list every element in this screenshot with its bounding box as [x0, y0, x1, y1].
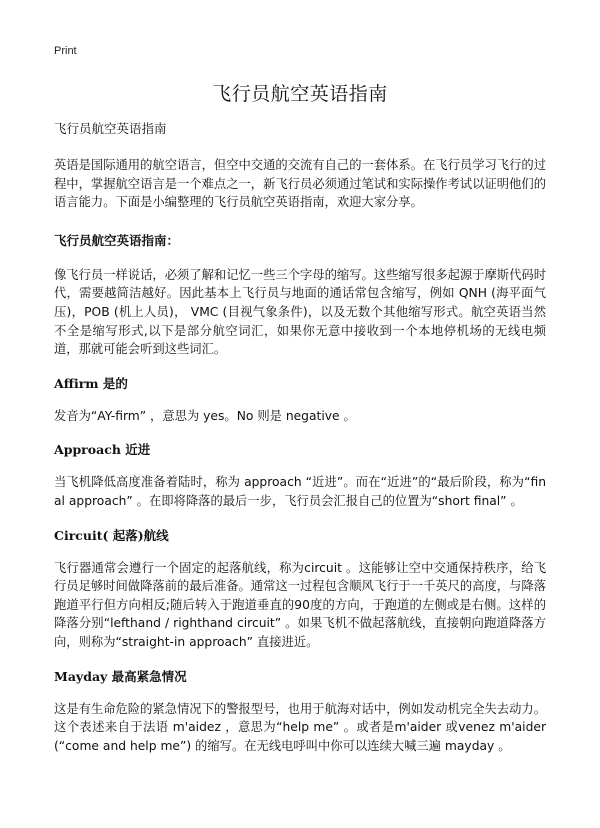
document-subtitle: 飞行员航空英语指南 — [54, 121, 167, 136]
section-body-affirm: 发音为“AY-firm” ，意思为 yes。No 则是 negative 。 — [54, 408, 356, 423]
section-body-approach: 当飞机降低高度准备着陆时，称为 approach “近进”。而在“近进”的“最后阶段，称为“final approach” 。在即将降落的最后一步，飞行员会汇报自己的位置为“short final” 。 — [54, 475, 546, 508]
section-body-circuit: 飞行器通常会遵行一个固定的起落航线，称为circuit 。这能够让空中交通保持秩序，给飞行员足够时间做降落前的最后准备。通常这一过程包含顺风飞行于一千英尺的高度，与降落跑道平行但方向相反;随后转入于跑道垂直的90度的方向，于跑道的左侧或是右侧。这样的降落分别“lefthand / righthand circuit” 。如果飞机不做起落航线，直接朝向跑道降落方向，则称为“straight-in approach” 直接进近。 — [54, 560, 546, 649]
section-heading-affirm: Affirm 是的 — [54, 375, 128, 391]
print-label[interactable]: Print — [54, 45, 77, 57]
section-heading-approach: Approach 近进 — [54, 442, 151, 458]
section-body-mayday: 这是有生命危险的紧急情况下的警报型号，也用于航海对话中，例如发动机完全失去动力。这个表述来自于法语 m'aidez ，意思为“help me” 。或者是m'aider 或venez m'aider (“come and help me”) 的缩写。在无线电呼叫中你可以连续大喊三遍 mayday 。 — [54, 701, 546, 753]
section-heading-mayday: Mayday 最高紧急情况 — [54, 668, 187, 684]
guide-heading: 飞行员航空英语指南： — [54, 232, 180, 248]
guide-paragraph: 像飞行员一样说话，必须了解和记忆一些三个字母的缩写。这些缩写很多起源于摩斯代码时代，需要越简洁越好。因此基本上飞行员与地面的通话常包含缩写，例如 QNH (海平面气压)，POB (机上人员)， VMC (目视气象条件)，以及无数个其他缩写形式。航空英语当然不全是缩写形式,以下是部分航空词汇，如果你无意中接收到一个本地停机场的无线电频道，那就可能会听到这些词汇。 — [54, 267, 546, 357]
section-heading-circuit: Circuit( 起落)航线 — [54, 527, 169, 543]
page-title: 飞行员航空英语指南 — [212, 83, 388, 105]
intro-paragraph: 英语是国际通用的航空语言，但空中交通的交流有自己的一套体系。在飞行员学习飞行的过程中，掌握航空语言是一个难点之一，新飞行员必须通过笔试和实际操作考试以证明他们的语言能力。下面是小编整理的飞行员航空英语指南，欢迎大家分享。 — [54, 158, 546, 210]
